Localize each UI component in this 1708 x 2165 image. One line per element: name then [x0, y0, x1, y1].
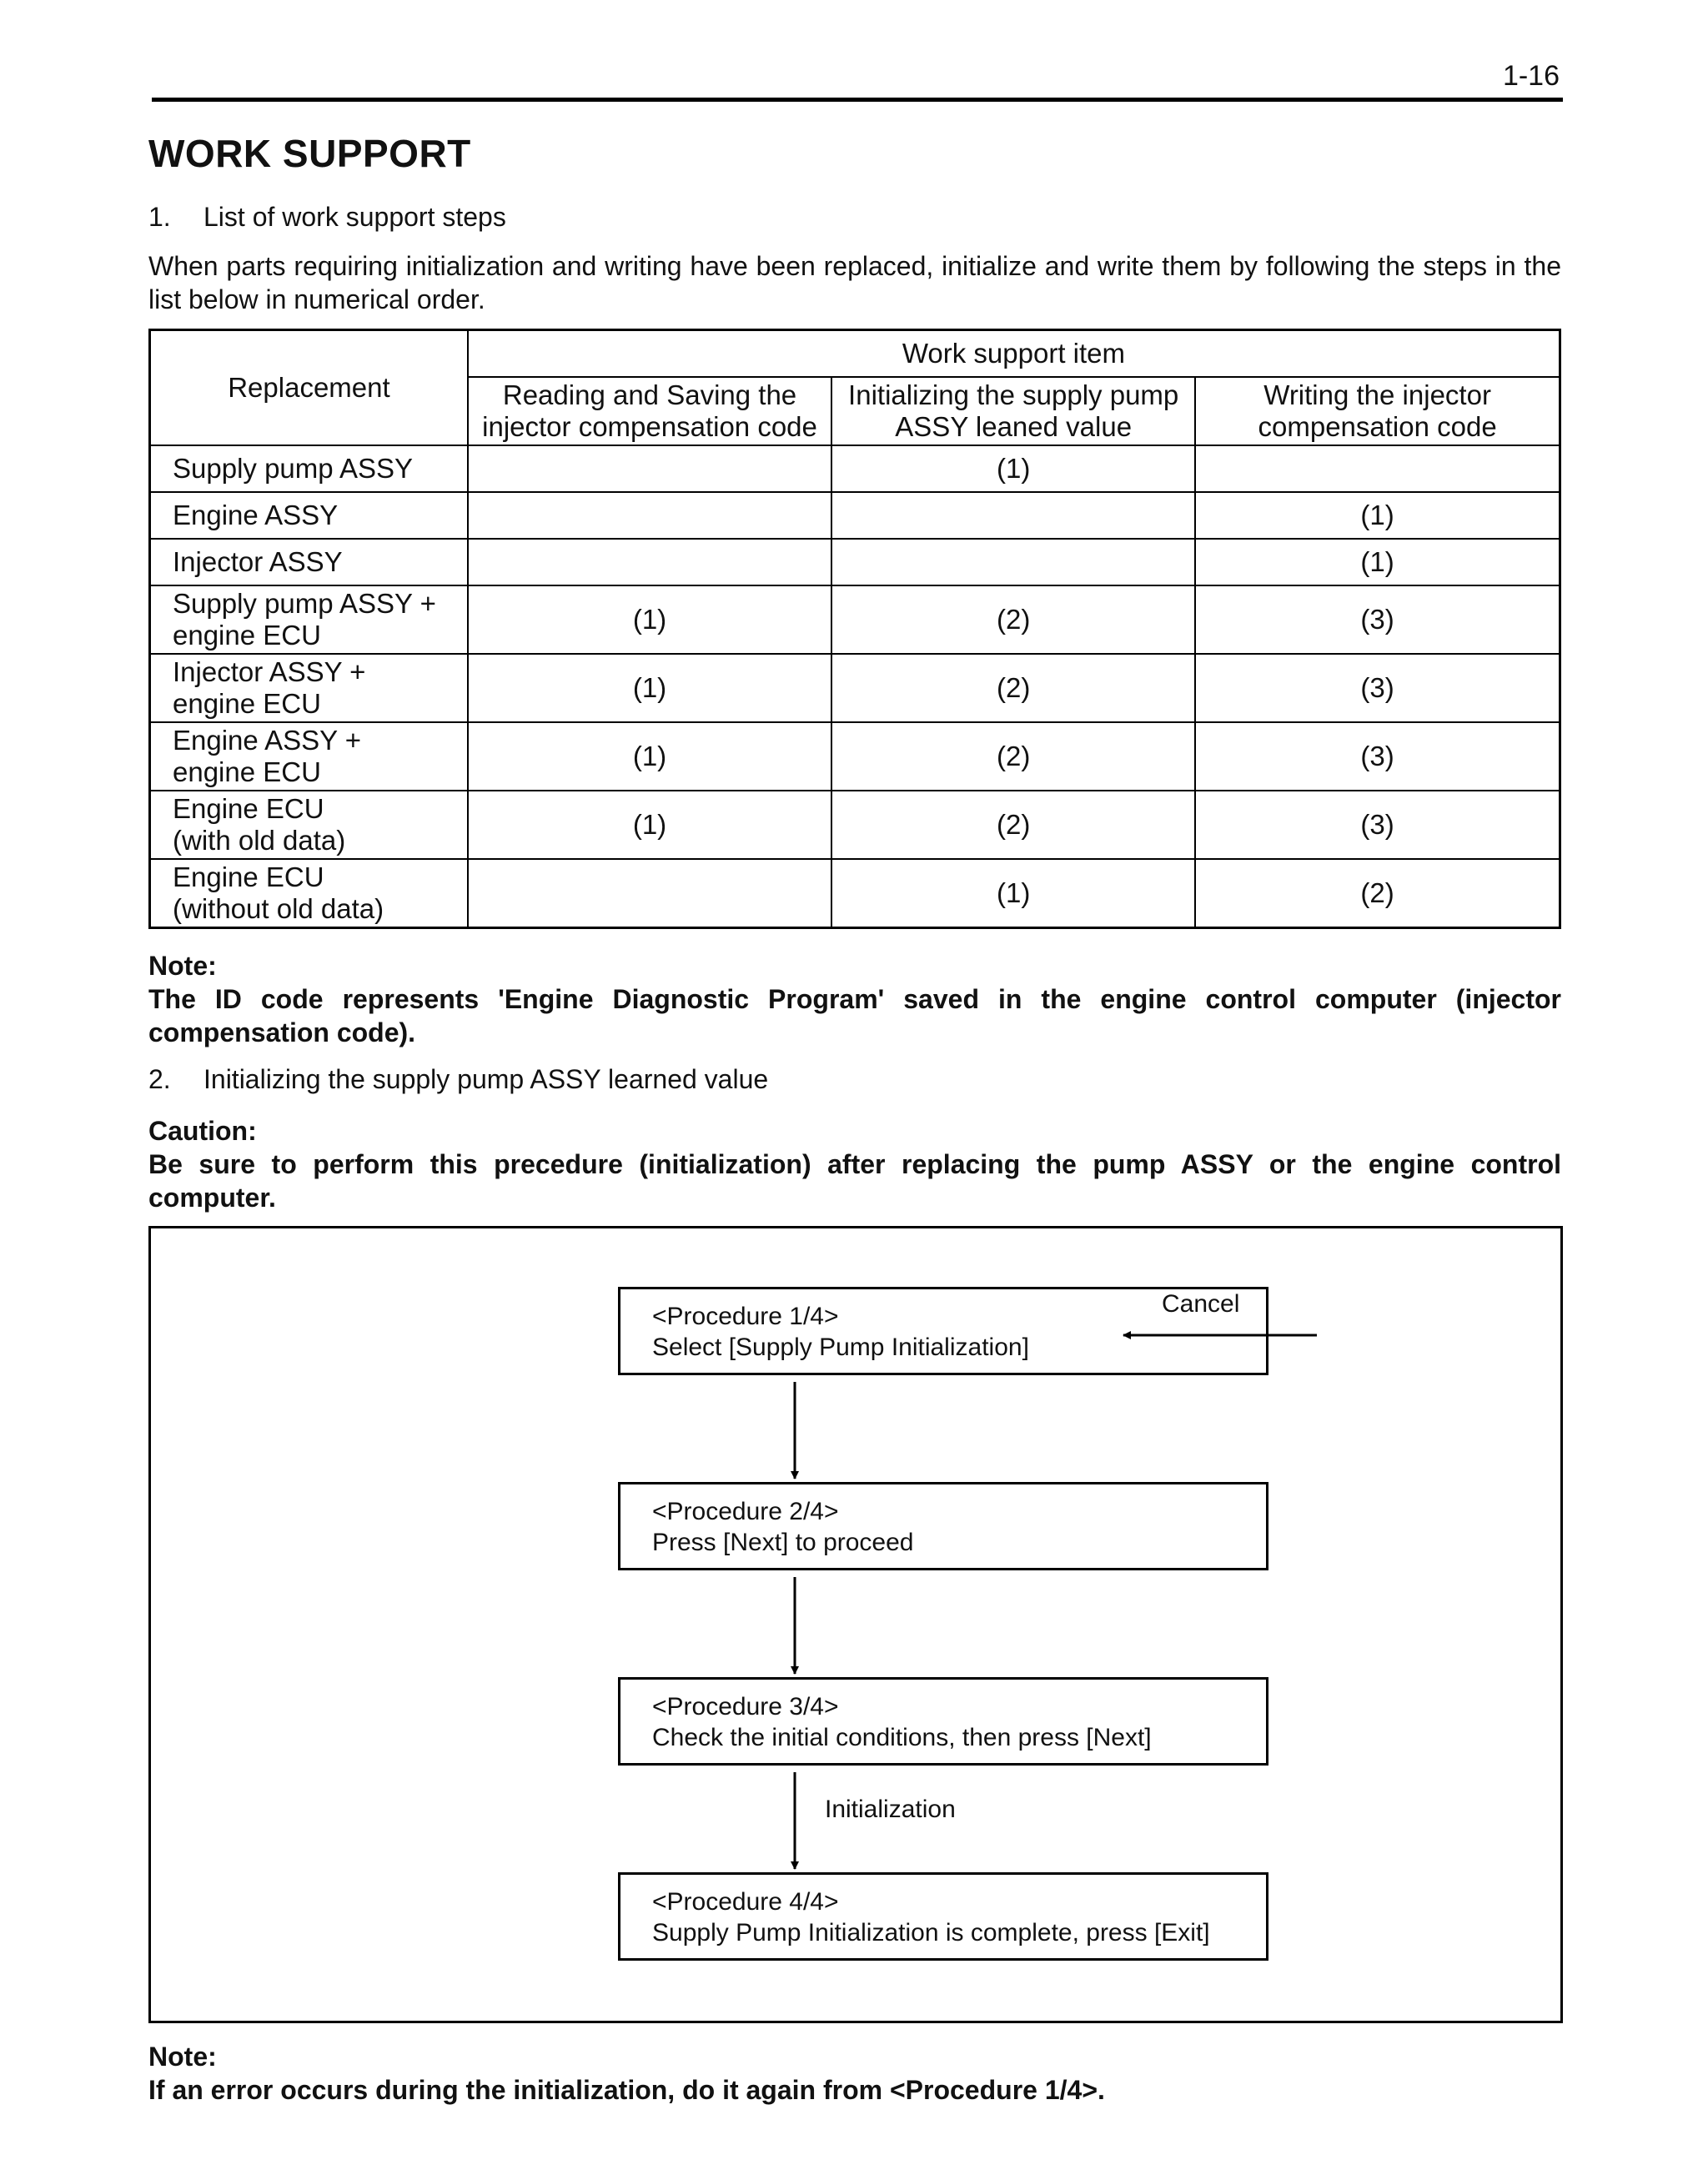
- top-rule: [152, 98, 1563, 102]
- work-support-item-header: Work support item: [468, 330, 1560, 378]
- table-cell: (1): [831, 859, 1195, 928]
- initialization-label: Initialization: [825, 1796, 956, 1823]
- row-label: Engine ECU (with old data): [150, 791, 468, 859]
- section-2-title: Initializing the supply pump ASSY learned value: [203, 1064, 769, 1094]
- page-number: 1-16: [1502, 60, 1560, 92]
- table-cell: [468, 445, 831, 492]
- work-support-table: [148, 329, 1561, 929]
- section-1-number: 1.: [148, 202, 171, 232]
- procedure-step-label: <Procedure 4/4>: [652, 1888, 839, 1916]
- cancel-label: Cancel: [1162, 1290, 1240, 1318]
- table-row: [150, 492, 1560, 539]
- row-label: Engine ASSY + engine ECU: [150, 722, 468, 791]
- procedure-step-text: Supply Pump Initialization is complete, press [Exit]: [652, 1919, 1210, 1946]
- note-2: [148, 2040, 1561, 2107]
- section-2-heading: [148, 1064, 768, 1095]
- caution-label: Caution:: [148, 1116, 257, 1146]
- table-cell: (1): [1195, 492, 1560, 539]
- table-cell: (1): [468, 585, 831, 654]
- replacement-header: Replacement: [150, 330, 468, 446]
- table-row: [150, 859, 1560, 928]
- procedure-box-3: [618, 1677, 1268, 1766]
- note-1-text: The ID code represents 'Engine Diagnostic Program' saved in the engine control computer (injector compensation code).: [148, 984, 1561, 1047]
- table-cell: (3): [1195, 585, 1560, 654]
- table-cell: [468, 859, 831, 928]
- note-1: [148, 949, 1561, 1049]
- table-cell: (2): [831, 791, 1195, 859]
- section-1-title: List of work support steps: [203, 202, 506, 232]
- row-label: Supply pump ASSY + engine ECU: [150, 585, 468, 654]
- procedure-step-label: <Procedure 3/4>: [652, 1693, 839, 1720]
- table-cell: [831, 539, 1195, 585]
- procedure-step-label: <Procedure 2/4>: [652, 1498, 839, 1525]
- section-1-heading: [148, 202, 506, 233]
- row-label: Injector ASSY + engine ECU: [150, 654, 468, 722]
- table-cell: (1): [1195, 539, 1560, 585]
- table-cell: [1195, 445, 1560, 492]
- table-row: [150, 722, 1560, 791]
- row-label: Injector ASSY: [150, 539, 468, 585]
- procedure-box-2: [618, 1482, 1268, 1570]
- procedure-step-text: Check the initial conditions, then press [Next]: [652, 1724, 1152, 1751]
- row-label: Supply pump ASSY: [150, 445, 468, 492]
- note-2-label: Note:: [148, 2042, 217, 2072]
- table-cell: (1): [468, 654, 831, 722]
- table-cell: (2): [831, 654, 1195, 722]
- table-cell: (2): [1195, 859, 1560, 928]
- procedure-step-text: Select [Supply Pump Initialization]: [652, 1334, 1029, 1361]
- table-cell: (1): [831, 445, 1195, 492]
- caution-text: Be sure to perform this precedure (initialization) after replacing the pump ASSY or the engine control computer.: [148, 1149, 1561, 1213]
- table-cell: (2): [831, 722, 1195, 791]
- procedure-step-label: <Procedure 1/4>: [652, 1303, 839, 1330]
- procedure-flow-diagram: [148, 1226, 1563, 2023]
- table-row: [150, 654, 1560, 722]
- table-cell: [831, 492, 1195, 539]
- table-row: [150, 445, 1560, 492]
- procedure-box-4: [618, 1872, 1268, 1961]
- row-label: Engine ECU (without old data): [150, 859, 468, 928]
- procedure-step-text: Press [Next] to proceed: [652, 1529, 914, 1556]
- table-row: [150, 791, 1560, 859]
- column-header: Initializing the supply pump ASSY leaned value: [831, 377, 1195, 445]
- note-2-text: If an error occurs during the initialization, do it again from <Procedure 1/4>.: [148, 2075, 1105, 2105]
- table-cell: [468, 492, 831, 539]
- column-header: Reading and Saving the injector compensation code: [468, 377, 831, 445]
- table-row: [150, 585, 1560, 654]
- page-title: WORK SUPPORT: [148, 132, 471, 175]
- caution: [148, 1114, 1561, 1214]
- row-label: Engine ASSY: [150, 492, 468, 539]
- table-cell: (3): [1195, 722, 1560, 791]
- table-cell: (2): [831, 585, 1195, 654]
- section-2-number: 2.: [148, 1064, 171, 1094]
- note-1-label: Note:: [148, 951, 217, 981]
- table-cell: (1): [468, 791, 831, 859]
- column-header: Writing the injector compensation code: [1195, 377, 1560, 445]
- table-cell: (3): [1195, 654, 1560, 722]
- table-cell: (3): [1195, 791, 1560, 859]
- table-cell: [468, 539, 831, 585]
- table-row: [150, 539, 1560, 585]
- section-1-intro: When parts requiring initialization and writing have been replaced, initialize and write them by following the steps in the list below in numerical order.: [148, 251, 1561, 314]
- table-cell: (1): [468, 722, 831, 791]
